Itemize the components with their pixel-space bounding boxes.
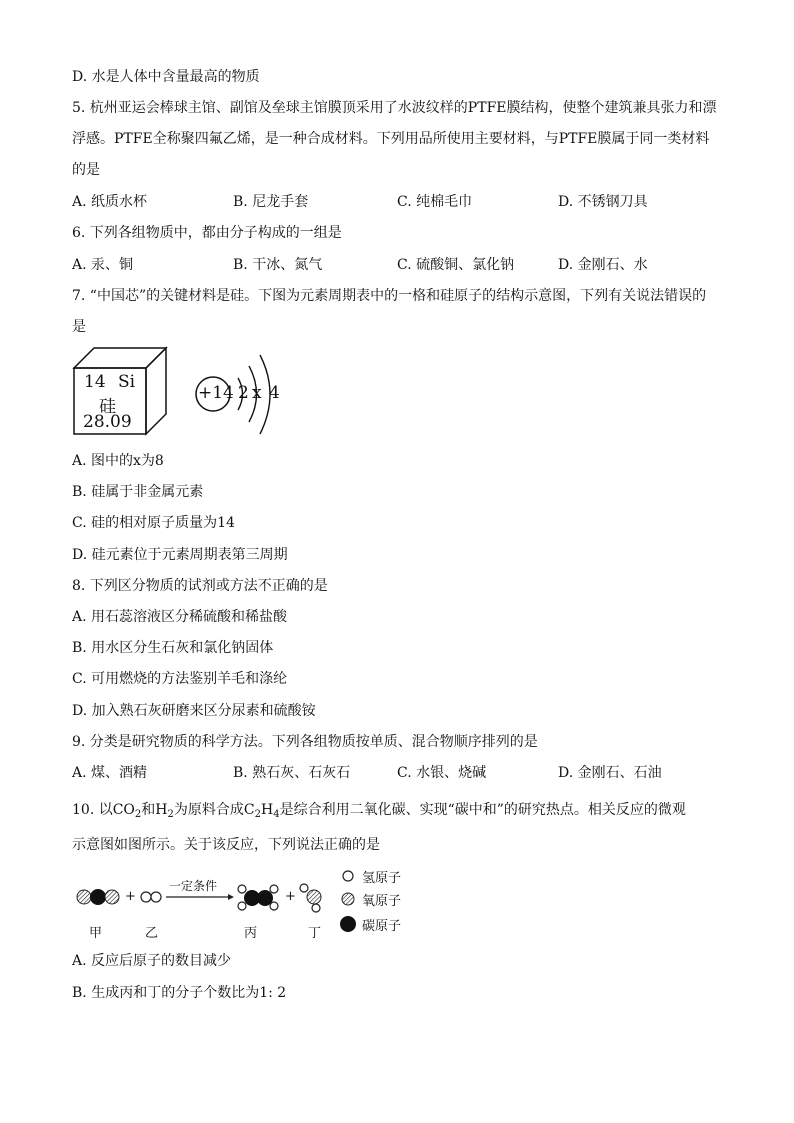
q5-stem-line3: 的是 [72, 162, 100, 178]
molecule-h2o [300, 884, 321, 912]
option-d-water: D. 水是人体中含量最高的物质 [72, 69, 260, 85]
q8-option-d: D. 加入熟石灰研磨来区分尿素和硫酸铵 [72, 703, 316, 719]
q6-stem: 6. 下列各组物质中，都由分子构成的一组是 [72, 225, 342, 241]
shell1-electrons: 2 [238, 383, 249, 403]
q10-mid: 为原料合成 [173, 802, 244, 818]
q6-option-b: B. 干冰、氮气 [233, 257, 323, 273]
q9-option-b: B. 熟石灰、石灰石 [233, 765, 351, 781]
q6-option-d: D. 金刚石、水 [558, 257, 648, 273]
shell3-electrons: 4 [269, 383, 280, 403]
legend-carbon: 碳原子 [362, 919, 402, 934]
reaction-condition: 一定条件 [169, 879, 218, 893]
element-atomic-mass: 28.09 [83, 412, 132, 432]
q7-option-d: D. 硅元素位于元素周期表第三周期 [72, 547, 288, 563]
q7-option-a: A. 图中的x为8 [72, 453, 164, 469]
q7-option-c: C. 硅的相对原子质量为14 [72, 515, 235, 531]
formula-co2: $CO_2$ [112, 802, 142, 820]
q6-option-c: C. 硫酸铜、氯化钠 [397, 257, 515, 273]
q10-post: 是综合利用二氧化碳、实现“碳中和”的研究热点。相关反应的微观 [279, 802, 686, 818]
q10-stem-line2: 示意图如图所示。关于该反应，下列说法正确的是 [72, 837, 380, 853]
q10-option-b: B. 生成丙和丁的分子个数比为1: 2 [72, 985, 287, 1001]
q8-option-c: C. 可用燃烧的方法鉴别羊毛和涤纶 [72, 671, 288, 687]
legend-oxygen: 氧原子 [362, 894, 402, 909]
plus-sign-2: + [285, 889, 296, 904]
q5-stem-line2: 浮感。PTFE全称聚四氟乙烯，是一种合成材料。下列用品所使用主要材料，与PTFE膜属于同一类材料 [72, 131, 710, 147]
q9-stem: 9. 分类是研究物质的科学方法。下列各组物质按单质、混合物顺序排列的是 [72, 734, 538, 750]
q10-prefix: 10. 以 [72, 802, 113, 818]
q5-option-b: B. 尼龙手套 [233, 194, 309, 210]
q5-option-d: D. 不锈钢刀具 [558, 194, 648, 210]
element-name: 硅 [99, 397, 116, 417]
silicon-atom-structure-figure [194, 352, 286, 438]
q8-stem: 8. 下列区分物质的试剂或方法不正确的是 [72, 578, 328, 594]
legend-hydrogen: 氢原子 [362, 871, 402, 886]
q8-option-b: B. 用水区分生石灰和氯化钠固体 [72, 640, 274, 656]
label-jia: 甲 [89, 926, 103, 941]
q9-option-d: D. 金刚石、石油 [558, 765, 662, 781]
silicon-element-cell-figure [72, 346, 172, 438]
legend-hydrogen-symbol [343, 871, 353, 881]
label-ding: 丁 [308, 926, 322, 941]
element-atomic-number: 14 [84, 372, 106, 392]
label-yi: 乙 [145, 926, 159, 941]
formula-h2: $H_2$ [155, 802, 174, 820]
molecule-co2 [77, 889, 119, 905]
nucleus-charge: +14 [198, 383, 234, 403]
q7-option-b: B. 硅属于非金属元素 [72, 484, 204, 500]
q10-and: 和 [141, 802, 156, 818]
label-bing: 丙 [244, 926, 258, 941]
q7-stem-line2: 是 [72, 319, 86, 335]
reaction-micro-diagram [72, 864, 412, 942]
element-symbol: Si [118, 372, 136, 392]
q10-stem-line1 [72, 800, 686, 825]
q10-option-a: A. 反应后原子的数目减少 [72, 953, 232, 969]
legend-oxygen-symbol [342, 893, 354, 905]
plus-sign-1: + [125, 889, 136, 904]
q9-option-a: A. 煤、酒精 [72, 765, 148, 781]
molecule-h2 [141, 892, 161, 902]
q7-stem-line1: 7. “中国芯”的关键材料是硅。下图为元素周期表中的一格和硅原子的结构示意图，下列有关说法错误的 [72, 288, 707, 304]
formula-c2h4: $C_2H_4$ [243, 802, 280, 820]
q5-option-a: A. 纸质水杯 [72, 194, 148, 210]
molecule-c2h4 [238, 885, 278, 910]
q6-option-a: A. 汞、铜 [72, 257, 134, 273]
shell2-electrons: x [252, 383, 262, 403]
q8-option-a: A. 用石蕊溶液区分稀硫酸和稀盐酸 [72, 609, 288, 625]
q5-stem-line1: 5. 杭州亚运会棒球主馆、副馆及垒球主馆膜顶采用了水波纹样的PTFE膜结构，使整个建筑兼具张力和漂 [72, 100, 717, 116]
q5-option-c: C. 纯棉毛巾 [397, 194, 473, 210]
legend-carbon-symbol [340, 916, 356, 932]
reaction-molecules [72, 864, 412, 942]
q9-option-c: C. 水银、烧碱 [397, 765, 487, 781]
